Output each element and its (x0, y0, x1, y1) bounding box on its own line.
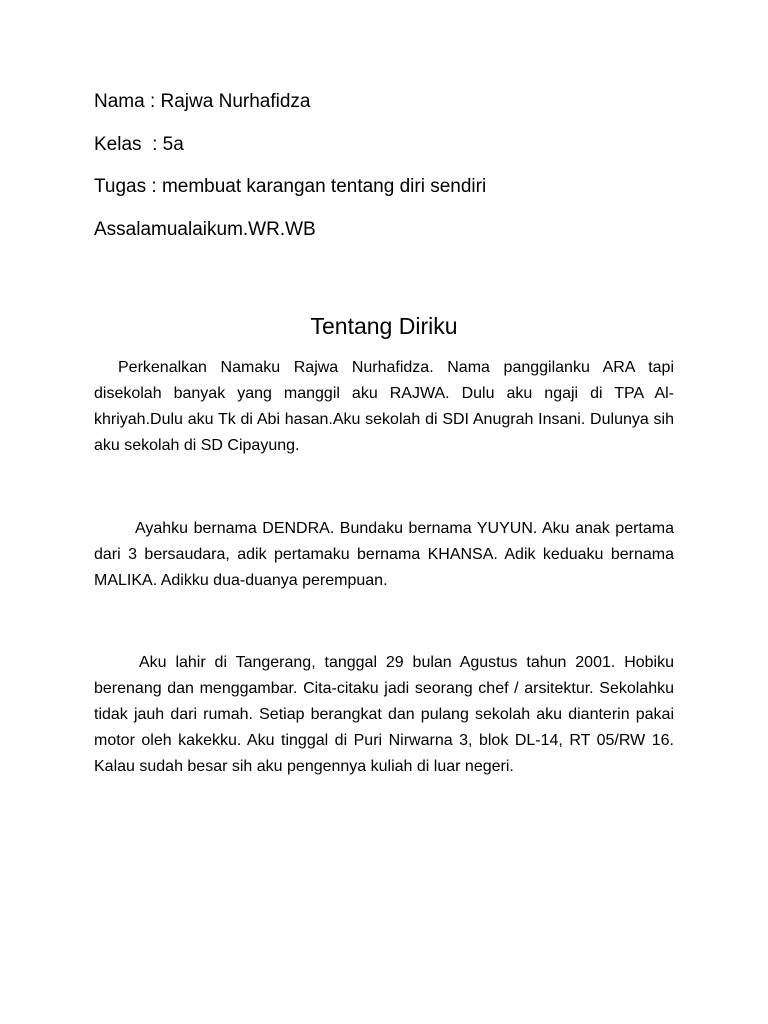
paragraph-introduction: Perkenalkan Namaku Rajwa Nurhafidza. Nama panggilanku ARA tapi disekolah banyak yang manggil aku RAJWA. Dulu aku ngaji di TPA Al-khriyah.Dulu aku Tk di Abi hasan.Aku sekolah di SDI Anugrah Insani. Dulunya sih aku sekolah di SD Cipayung. (94, 359, 674, 454)
student-info-header (94, 88, 694, 258)
essay-title: Tentang Diriku (310, 313, 458, 339)
greeting-line: Assalamualaikum.WR.WB (94, 218, 316, 240)
paragraph-personal: Aku lahir di Tangerang, tanggal 29 bulan Agustus tahun 2001. Hobiku berenang dan menggambar. Cita-citaku jadi seorang chef / arsitektur. Sekolahku tidak jauh dari rumah. Setiap berangkat dan pulang sekolah aku dianterin pakai motor oleh kakekku. Aku tinggal di Puri Nirwarna 3, blok DL-14, RT 05/RW 16. Kalau sudah besar sih aku pengennya kuliah di luar negeri. (94, 654, 674, 775)
student-class-line: Kelas : 5a (94, 133, 184, 155)
paragraph-family: Ayahku bernama DENDRA. Bundaku bernama YUYUN. Aku anak pertama dari 3 bersaudara, adik pertamaku bernama KHANSA. Adik keduaku bernama MALIKA. Adikku dua-duanya perempuan. (94, 520, 674, 589)
assignment-line: Tugas : membuat karangan tentang diri sendiri (94, 176, 487, 197)
student-name-line: Nama : Rajwa Nurhafidza (94, 91, 311, 112)
